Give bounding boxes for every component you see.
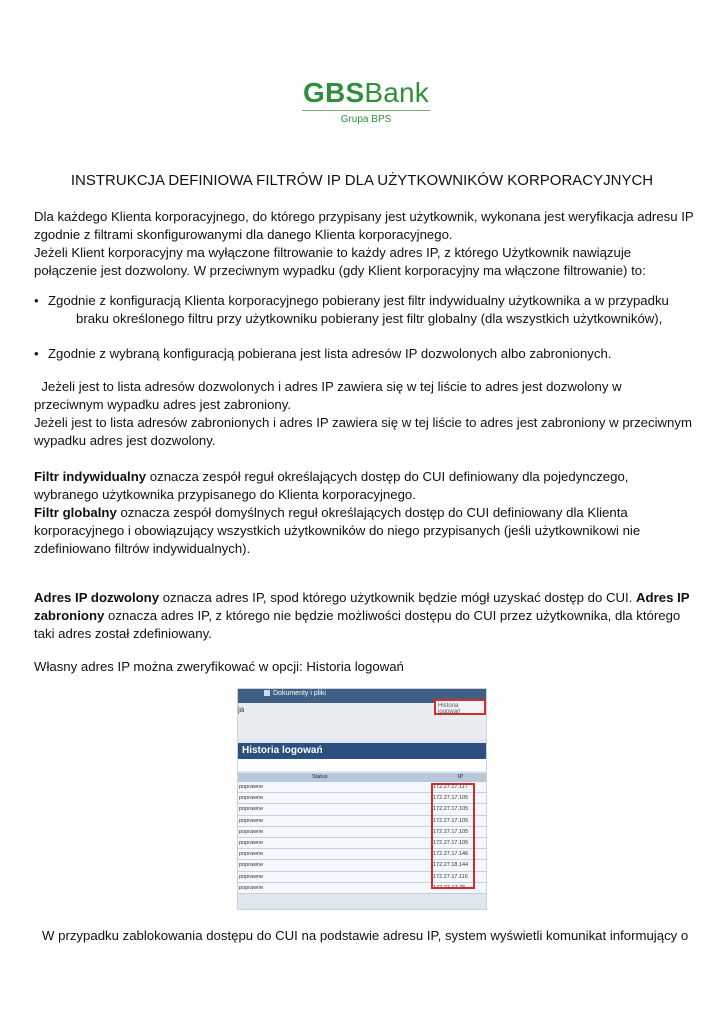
row-ip: 172.27.17.146 [433,851,469,858]
documents-menu-label: Dokumenty i pliki [273,690,326,697]
verify-instruction: Własny adres IP można zweryfikować w opcji: Historia logowań [34,659,404,674]
row-status: poprawne [239,795,264,802]
logo-bank: Bank [364,77,429,108]
row-status: poprawne [239,828,264,835]
row-ip: 172.27.17.78 [433,884,466,891]
row-ip: 172.27.17.105 [433,839,469,846]
row-status: poprawne [239,817,264,824]
filter-definitions [34,468,694,558]
logo-divider [302,110,430,111]
allowed-ip-term: Adres IP dozwolony [34,590,160,605]
screenshot-strip [238,759,486,771]
bank-logo [296,78,436,125]
blocking-info-text: W przypadku zablokowania dostępu do CUI na podstawie adresu IP, system wyświetli komunikat informujący o [42,928,689,943]
row-ip: 172.27.17.105 [433,795,469,802]
login-history-tab: Historia logowań [434,699,486,715]
row-ip: 172.27.17.105 [433,828,469,835]
row-status: poprawne [239,784,264,790]
logo-gbs: GBS [303,77,365,108]
allowlist-rule: Jeżeli jest to lista adresów dozwolonych i adres IP zawiera się w tej liście to adres jest dozwolony w przeciwnym wypadku adres jest zabroniony. [34,379,626,412]
allowed-ip-text: oznacza adres IP, spod którego użytkownik będzie mógł uzyskać dostęp do CUI. [159,590,637,605]
table-header [238,773,486,782]
screenshot-left-fragment: ja [238,705,245,714]
row-ip: 172.27.18.144 [433,862,469,869]
forbidden-ip-text: oznacza adres IP, z którego nie będzie możliwości dostępu do CUI przez użytkownika, dla którego taki adres został zdefiniowany. [34,608,681,641]
denylist-rule: Jeżeli jest to lista adresów zabronionych i adres IP zawiera się w tej liście to adres jest zabroniony w przeciwnym wypadku adres jest dozwolony. [34,415,692,448]
bullet-1-line-2: braku określonego filtru przy użytkowniku pobierany jest filtr globalny (dla wszystkich użytkowników), [76,311,663,326]
folder-icon [264,690,270,696]
intro-line-2: Jeżeli Klient korporacyjny ma wyłączone filtrowanie to każdy adres IP, z którego Użytkownik nawiązuje połączenie jest dozwolony. W przeciwnym wypadku (gdy Klient korporacyjny ma włączone filtrowanie) to: [34,245,646,278]
ip-highlight-box [431,783,475,889]
status-column-header: Status [312,774,328,780]
bullet-1 [34,292,694,328]
row-status: poprawne [239,851,264,858]
bullet-2-text: Zgodnie z wybraną konfiguracją pobierana jest lista adresów IP dozwolonych albo zabronionych. [48,346,612,361]
individual-filter-text: oznacza zespół reguł określających dostęp do CUI definiowany dla pojedynczego, wybranego użytkownika przypisanego do Klienta korporacyjnego. [34,469,629,502]
global-filter-text: oznacza zespół domyślnych reguł określających dostęp do CUI definiowany dla Klienta korporacyjnego i obowiązujący wszystkich użytkowników do niego przypisanych (jeśli użytkownikowi nie zdefiniowano filtrów indywidualnych). [34,505,641,556]
row-status: poprawne [239,839,264,846]
row-status: poprawne [239,884,264,891]
global-filter-definition [34,504,694,558]
row-ip: 172.27.17.116 [433,873,468,880]
logo-subtitle: Grupa BPS [340,114,392,125]
bullet-dot: • [34,346,39,361]
login-history-screenshot [237,688,487,910]
row-status: poprawne [239,862,264,869]
address-definitions [34,589,694,643]
bullet-2 [34,345,694,363]
forbidden-ip-term: Adres IP zabroniony [34,590,690,623]
intro-paragraph [34,208,694,280]
global-filter-term: Filtr globalny [34,505,117,520]
documents-menu [264,690,326,697]
intro-line-1: Dla każdego Klienta korporacyjnego, do którego przypisany jest użytkownik, wykonana jest weryfikacja adresu IP zgodnie z filtrami skonfigurowanymi dla danego Klienta korporacyjnego. [34,209,694,242]
login-history-header: Historia logowań [238,743,486,759]
ip-column-header: IP [458,774,464,780]
row-ip: 172.27.17.105 [433,806,469,813]
document-title: INSTRUKCJA DEFINIOWA FILTRÓW IP DLA UŻYTKOWNIKÓW KORPORACYJNYCH [70,172,654,189]
row-ip: 172.27.17.117 [433,784,468,790]
bullet-1-line-1: Zgodnie z konfiguracją Klienta korporacyjnego pobierany jest filtr indywidualny użytkownika a w przypadku [48,293,669,308]
bullet-dot: • [34,293,39,308]
row-status: poprawne [239,873,264,880]
row-ip: 172.27.17.105 [433,817,469,824]
individual-filter-term: Filtr indywidualny [34,469,147,484]
list-rules [34,378,694,450]
individual-filter-definition [34,468,694,504]
row-status: poprawne [239,806,264,813]
